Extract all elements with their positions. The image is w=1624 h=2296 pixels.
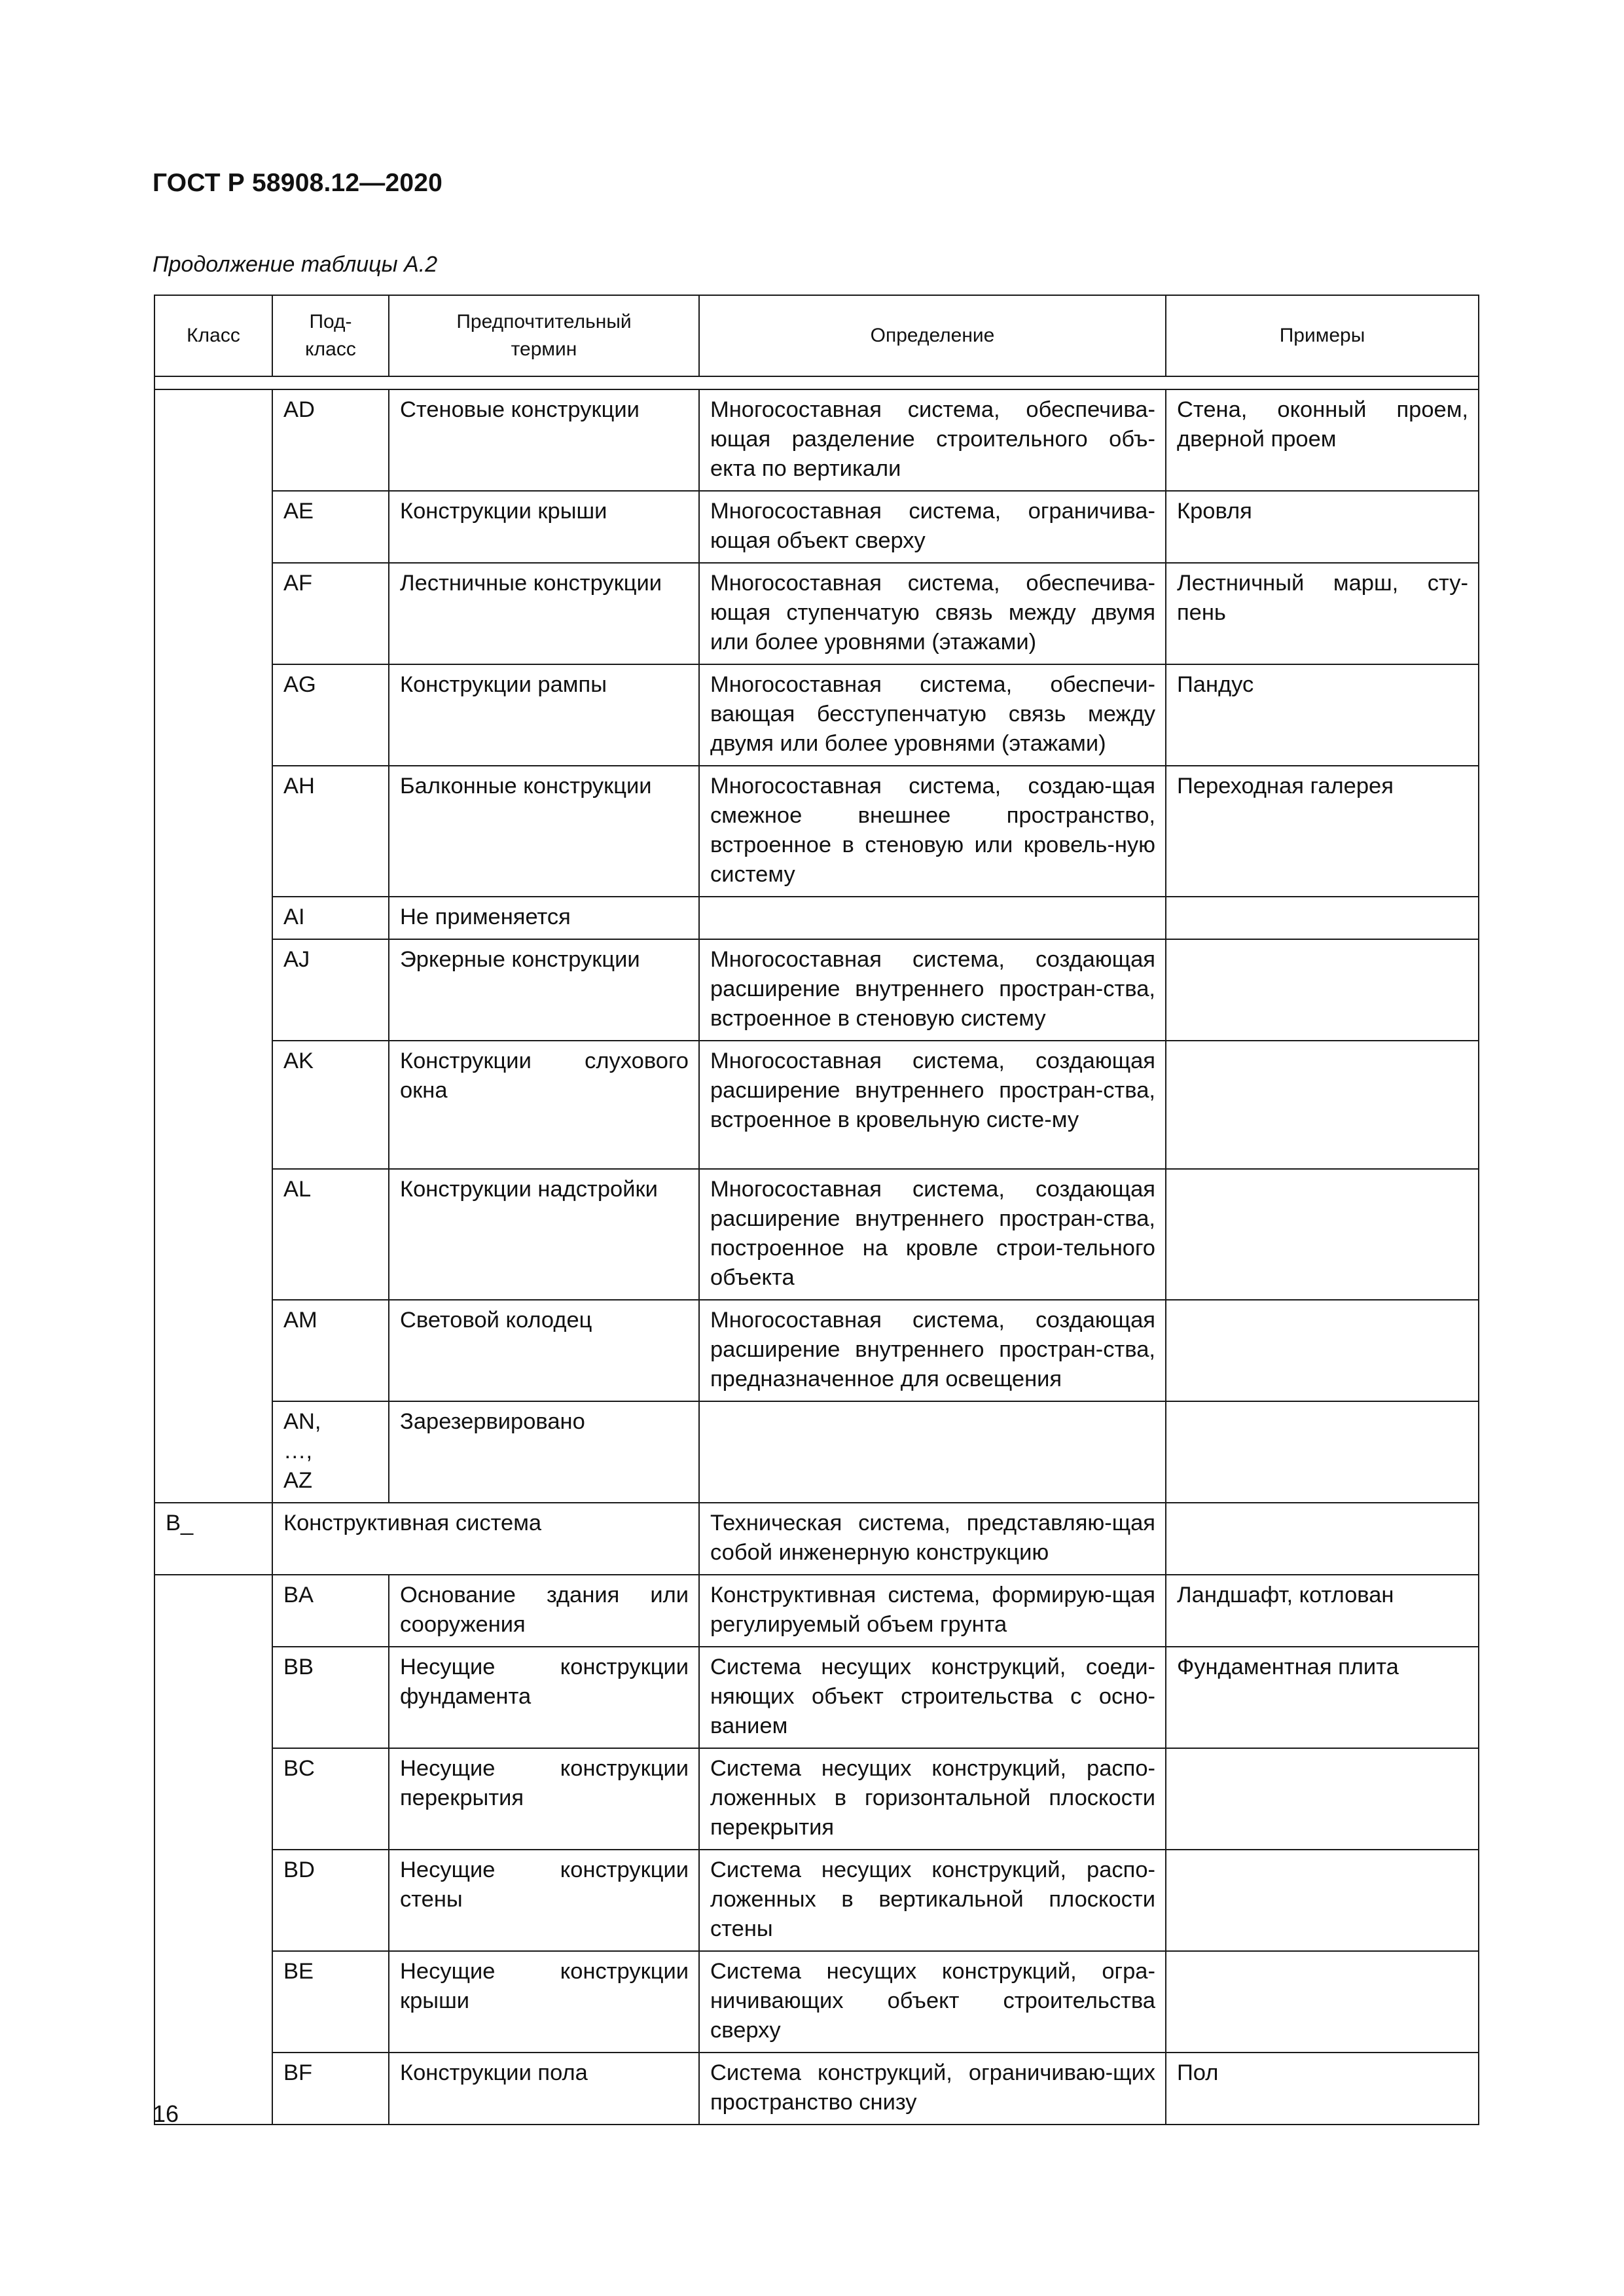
- term-cell: Конструкции слухового окна: [389, 1041, 699, 1169]
- examples-cell: Пандус: [1166, 664, 1479, 766]
- term-cell: Конструкции надстройки: [389, 1169, 699, 1300]
- table-row: [154, 1401, 1479, 1503]
- definition-cell: Многосоставная система, ограничива-ющая объект сверху: [699, 491, 1166, 563]
- examples-cell: Пол: [1166, 2053, 1479, 2125]
- definition-cell: [699, 1401, 1166, 1503]
- examples-cell: [1166, 939, 1479, 1041]
- header-definition: Определение: [699, 295, 1166, 376]
- subclass-code: AL: [272, 1169, 389, 1300]
- definition-cell: Многосоставная система, создающая расширение внутреннего простран-ства, встроенное в стеновую систему: [699, 939, 1166, 1041]
- subclass-code: BA: [272, 1575, 389, 1647]
- term-cell: Стеновые конструкции: [389, 389, 699, 491]
- examples-cell: [1166, 897, 1479, 939]
- term-cell: Конструкции пола: [389, 2053, 699, 2125]
- header-term: Предпочтительный термин: [389, 295, 699, 376]
- term-cell: Эркерные конструкции: [389, 939, 699, 1041]
- class-code: B_: [154, 1503, 272, 1575]
- table-row: [154, 1647, 1479, 1748]
- subclass-code: AF: [272, 563, 389, 664]
- examples-cell: Переходная галерея: [1166, 766, 1479, 897]
- term-cell: Конструкции рампы: [389, 664, 699, 766]
- definition-cell: Конструктивная система, формирую-щая регулируемый объем грунта: [699, 1575, 1166, 1647]
- examples-cell: [1166, 1850, 1479, 1951]
- term-cell: Несущие конструкции крыши: [389, 1951, 699, 2053]
- table-row: [154, 897, 1479, 939]
- class-cell-empty: [154, 1575, 272, 2125]
- page-number: 16: [153, 2100, 179, 2127]
- term-cell: Конструкции крыши: [389, 491, 699, 563]
- table-row: [154, 563, 1479, 664]
- subclass-code: AG: [272, 664, 389, 766]
- definition-cell: Многосоставная система, обеспечива-ющая разделение строительного объ-екта по вертикали: [699, 389, 1166, 491]
- subclass-code: AH: [272, 766, 389, 897]
- definition-cell: Многосоставная система, создающая расширение внутреннего простран-ства, предназначенное для освещения: [699, 1300, 1166, 1401]
- table-row: [154, 939, 1479, 1041]
- examples-cell: [1166, 1748, 1479, 1850]
- document-header: ГОСТ Р 58908.12—2020: [153, 169, 443, 197]
- term-cell: Зарезервировано: [389, 1401, 699, 1503]
- definition-cell: Система несущих конструкций, распо-ложенных в вертикальной плоскости стены: [699, 1850, 1166, 1951]
- header-separator: [154, 376, 1479, 389]
- class-cell-empty: [154, 389, 272, 1503]
- definition-cell: Система конструкций, ограничиваю-щих пространство снизу: [699, 2053, 1166, 2125]
- table-row: [154, 1169, 1479, 1300]
- examples-cell: Кровля: [1166, 491, 1479, 563]
- term-cell: Несущие конструкции стены: [389, 1850, 699, 1951]
- definition-cell: Многосоставная система, обеспечи-вающая бесступенчатую связь между двумя или более уровнями (этажами): [699, 664, 1166, 766]
- subclass-code: BB: [272, 1647, 389, 1748]
- examples-cell: Лестничный марш, сту-пень: [1166, 563, 1479, 664]
- examples-cell: [1166, 1401, 1479, 1503]
- definition-cell: Многосоставная система, создаю-щая смежное внешнее пространство, встроенное в стеновую или кровель-ную систему: [699, 766, 1166, 897]
- table-row: [154, 1748, 1479, 1850]
- examples-cell: Стена, оконный проем, дверной проем: [1166, 389, 1479, 491]
- definition-cell: Многосоставная система, обеспечива-ющая ступенчатую связь между двумя или более уровнями (этажами): [699, 563, 1166, 664]
- table-row: [154, 664, 1479, 766]
- term-cell: Несущие конструкции фундамента: [389, 1647, 699, 1748]
- table-row: [154, 1850, 1479, 1951]
- term-cell: Балконные конструкции: [389, 766, 699, 897]
- table-row: [154, 1951, 1479, 2053]
- definition-cell: Система несущих конструкций, распо-ложенных в горизонтальной плоскости перекрытия: [699, 1748, 1166, 1850]
- examples-cell: Ландшафт, котлован: [1166, 1575, 1479, 1647]
- table-row: [154, 389, 1479, 491]
- header-examples: Примеры: [1166, 295, 1479, 376]
- examples-cell: [1166, 1169, 1479, 1300]
- definition-cell: Система несущих конструкций, соеди-няющих объект строительства с осно-ванием: [699, 1647, 1166, 1748]
- definition-cell: [699, 897, 1166, 939]
- examples-cell: [1166, 1300, 1479, 1401]
- definition-cell: Многосоставная система, создающая расширение внутреннего простран-ства, построенное на кровле строи-тельного объекта: [699, 1169, 1166, 1300]
- terms-table: [154, 295, 1479, 2125]
- term-cell: Световой колодец: [389, 1300, 699, 1401]
- table-row: [154, 1575, 1479, 1647]
- subclass-code: AJ: [272, 939, 389, 1041]
- table-row: [154, 1300, 1479, 1401]
- header-subclass: Под-класс: [272, 295, 389, 376]
- examples-cell: [1166, 1041, 1479, 1169]
- subclass-code: BF: [272, 2053, 389, 2125]
- class-definition: Техническая система, представляю-щая собой инженерную конструкцию: [699, 1503, 1166, 1575]
- term-cell: Не применяется: [389, 897, 699, 939]
- subclass-code: BC: [272, 1748, 389, 1850]
- subclass-code: AI: [272, 897, 389, 939]
- table-row: [154, 2053, 1479, 2125]
- subclass-code: BD: [272, 1850, 389, 1951]
- table-caption: Продолжение таблицы А.2: [153, 252, 438, 277]
- definition-cell: Система несущих конструкций, огра-ничивающих объект строительства сверху: [699, 1951, 1166, 2053]
- examples-cell: Фундаментная плита: [1166, 1647, 1479, 1748]
- subclass-code: AD: [272, 389, 389, 491]
- term-cell: Несущие конструкции перекрытия: [389, 1748, 699, 1850]
- class-row-b: [154, 1503, 1479, 1575]
- subclass-code: AE: [272, 491, 389, 563]
- table-row: [154, 491, 1479, 563]
- class-term: Конструктивная система: [272, 1503, 699, 1575]
- subclass-code: AM: [272, 1300, 389, 1401]
- definition-cell: Многосоставная система, создающая расширение внутреннего простран-ства, встроенное в кровельную систе-му: [699, 1041, 1166, 1169]
- table-row: [154, 766, 1479, 897]
- table-header-row: [154, 295, 1479, 376]
- subclass-code: AK: [272, 1041, 389, 1169]
- examples-cell: [1166, 1951, 1479, 2053]
- subclass-code: BE: [272, 1951, 389, 2053]
- header-class: Класс: [154, 295, 272, 376]
- term-cell: Лестничные конструкции: [389, 563, 699, 664]
- term-cell: Основание здания или сооружения: [389, 1575, 699, 1647]
- subclass-code: AN, …, AZ: [272, 1401, 389, 1503]
- table-row: [154, 1041, 1479, 1169]
- class-examples: [1166, 1503, 1479, 1575]
